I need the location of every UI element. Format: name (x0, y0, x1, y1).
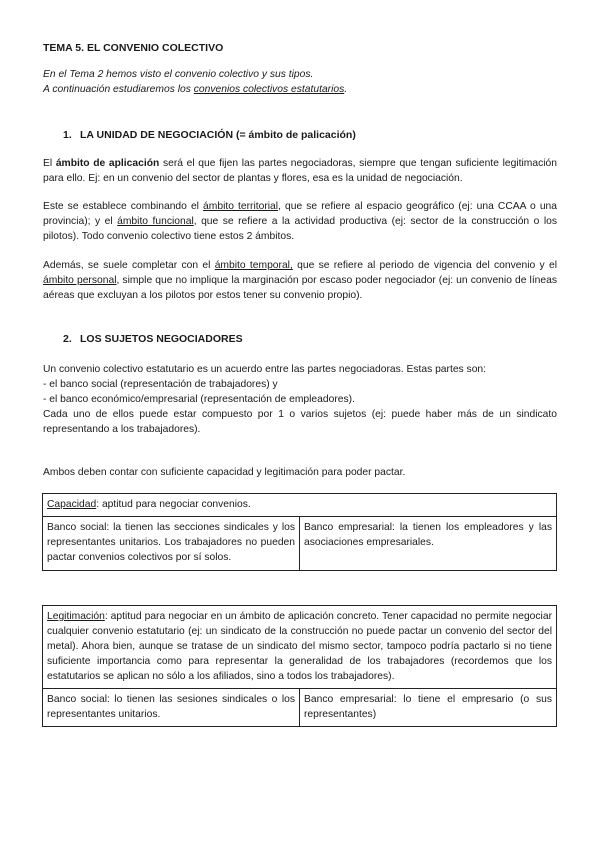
legitimation-term: Legitimación (47, 611, 105, 622)
legitimation-table (42, 605, 557, 727)
section-2-heading (63, 332, 243, 347)
capacity-social-cell: Banco social: la tienen las secciones sindicales y los representantes unitarios. Los trabajadores no pueden pactar convenios colectivos por sí solos. (43, 517, 300, 571)
section-2-paragraph-2: Ambos deben contar con suficiente capacidad y legitimación para poder pactar. (43, 467, 406, 478)
capacity-business-cell: Banco empresarial: la tienen los empleadores y las asociaciones empresariales. (300, 517, 557, 571)
capacity-table (42, 493, 557, 571)
s1p2-a: Este se establece combinando el (43, 201, 204, 212)
s1p1-rest: será el que fijen las partes negociadoras, siempre que tengan suficiente legitimación para ello. Ej: en un convenio del sector de plantas y flores, esa es la unidad de negociación. (43, 158, 557, 184)
s2p1-line-3: - el banco económico/empresarial (representación de empleadores). (43, 394, 355, 405)
section-1-paragraph-3 (43, 258, 557, 303)
capacity-header-cell (43, 494, 557, 517)
s1p3-a: Además, se suele completar con el (43, 260, 215, 271)
s1p2-underlined-1: ámbito territorial (203, 201, 279, 212)
s1p3-underlined-2: ámbito personal (43, 275, 117, 286)
s2p1-line-1: Un convenio colectivo estatutario es un acuerdo entre las partes negociadoras. Estas partes son: (43, 364, 487, 375)
s1p2-b: , que se refiere al espacio geográfico (ej: una CCAA o una provincia); y el (43, 201, 557, 227)
section-1-heading (63, 128, 356, 143)
intro-line-1: En el Tema 2 hemos visto el convenio colectivo y sus tipos. (43, 69, 314, 80)
section-1-number: 1. (63, 129, 72, 141)
intro-line-2-text: A continuación estudiaremos los (43, 84, 194, 95)
s2p1-line-4: Cada uno de ellos puede estar compuesto por 1 o varios sujetos (ej: puede haber más de un sindicato representando a los trabajadores). (43, 409, 557, 435)
s1p1-start: El (43, 158, 56, 169)
legitimation-header-cell (43, 606, 557, 689)
capacity-definition: : aptitud para negociar convenios. (96, 499, 251, 510)
intro-line-2 (43, 82, 563, 97)
legitimation-definition: : aptitud para negociar en un ámbito de aplicación concreto. Tener capacidad no permite negociar cualquier convenio estatutario (ej: un sindicato de la construcción no puede pactar un convenio del sector del metal). Ahora bien, aunque se tratase de un sindicato del mismo sector, tampoco podría pactarlo si no tiene suficiente importancia como para representar la generalidad de los trabajadores (recordemos que los estatutarios se aplican no sólo a los afiliados, sino a todos los trabajadores). (47, 611, 552, 682)
s2p1-line-2: - el banco social (representación de trabajadores) y (43, 379, 278, 390)
s1p3-c: , simple que no implique la marginación por escaso poder negociador (ej: un convenio de líneas aéreas que excluyan a los pilotos por estos tener su convenio propio). (43, 275, 558, 301)
s1p1-bold-term: ámbito de aplicación (55, 158, 160, 169)
section-1-paragraph-2 (43, 199, 557, 244)
section-1-paragraph-1 (43, 156, 557, 186)
section-1-title: LA UNIDAD DE NEGOCIACIÓN (= ámbito de palicación) (80, 129, 356, 141)
legitimation-business-cell: Banco empresarial: lo tiene el empresario (o sus representantes) (300, 689, 557, 727)
legitimation-social-cell: Banco social: lo tienen las sesiones sindicales o los representantes unitarios. (43, 689, 300, 727)
intro-underlined-term: convenios colectivos estatutarios (193, 84, 345, 95)
document-title: TEMA 5. EL CONVENIO COLECTIVO (43, 42, 224, 54)
s1p2-c: , que se refiere a la actividad productiva (ej: sector de la construcción o los pilotos). Todo convenio colectivo tiene estos 2 ámbitos. (43, 216, 558, 242)
section-2-paragraph-1 (43, 362, 557, 437)
s1p2-underlined-2: ámbito funcional (117, 216, 194, 227)
intro-line-2-end: . (344, 84, 348, 95)
capacity-term: Capacidad (47, 499, 97, 510)
section-2-number: 2. (63, 333, 72, 345)
section-2-title: LOS SUJETOS NEGOCIADORES (80, 333, 243, 345)
intro-text (43, 67, 563, 97)
s1p3-underlined-1: ámbito temporal, (214, 260, 293, 271)
s1p3-b: que se refiere al periodo de vigencia del convenio y el (292, 260, 557, 271)
